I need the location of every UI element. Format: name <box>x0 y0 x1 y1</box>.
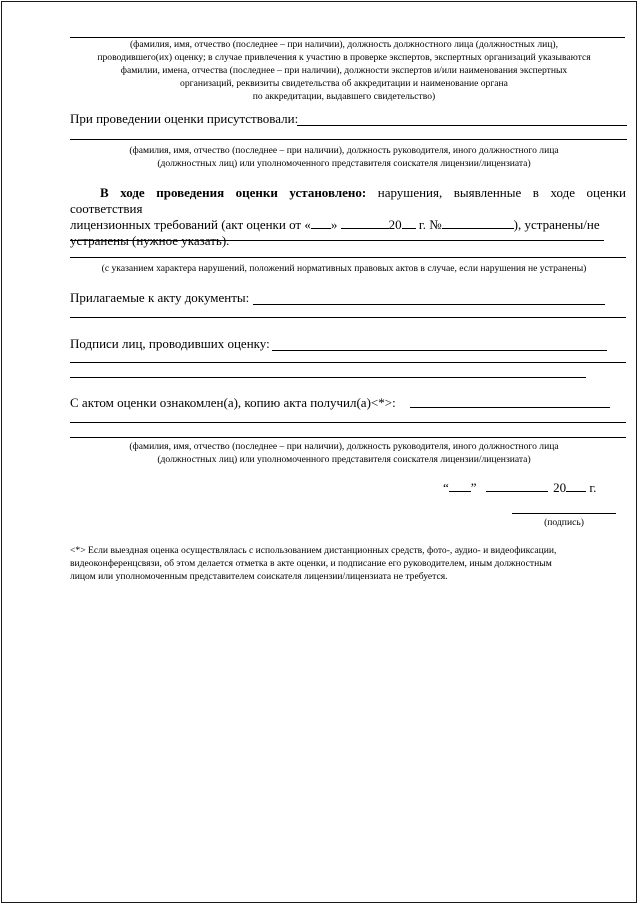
acquainted-field-line-2[interactable] <box>70 422 626 423</box>
signatures-field-line[interactable] <box>272 350 607 351</box>
findings-text-2e: ), устранены/не <box>513 217 600 232</box>
findings-line-1 <box>70 185 626 217</box>
acquainted-field-line[interactable] <box>410 407 610 408</box>
date-row <box>443 480 596 496</box>
findings-line-2 <box>70 217 626 233</box>
findings-bold-lead: В ходе проведения оценки установлено: <box>100 185 367 200</box>
findings-year-field[interactable] <box>402 228 416 229</box>
findings-text-1: нарушения, выявленные в ходе оценки соответствия <box>70 185 626 216</box>
findings-text-2d: г. № <box>415 217 442 232</box>
footnote-line: <*> Если выездная оценка осуществлялась с использованием дистанционных средств, фото-, аудио- и видеофиксации, <box>70 545 557 556</box>
acquainted-field-line-3[interactable] <box>70 437 626 438</box>
date-year-field[interactable] <box>566 491 586 492</box>
date-year: 20 <box>553 480 567 495</box>
signatures-field-line-2[interactable] <box>70 362 626 363</box>
date-open-quote: “ <box>443 480 449 495</box>
acquainted-caption-line: (фамилия, имя, отчество (последнее – при наличии), должность руководителя, иного должностного лица <box>129 441 559 452</box>
present-label: При проведении оценки присутствовали: <box>70 111 299 126</box>
inspector-caption-line: фамилии, имена, отчества (последнее – при наличии), должности экспертов и/или наименования экспертных <box>120 65 568 76</box>
inspector-caption-line: проводившего(их) оценку; в случае привлечения к участию в проверке экспертов, экспертных организаций указываются <box>97 52 591 63</box>
present-caption <box>60 144 628 170</box>
footnote-line: лицом или уполномоченным представителем соискателя лицензии/лицензиата не требуется. <box>70 571 448 582</box>
footnote <box>70 544 626 583</box>
findings-text-2a: лицензионных требований (акт оценки от « <box>70 217 311 232</box>
signature-caption: (подпись) <box>544 517 584 528</box>
findings-day-field[interactable] <box>311 228 331 229</box>
present-field-line-2[interactable] <box>70 139 627 140</box>
findings-number-field[interactable] <box>442 228 514 229</box>
date-suffix: г. <box>589 480 597 495</box>
attached-field-line-2[interactable] <box>70 317 626 318</box>
footnote-line: видеоконференцсвязи, об этом делается отметка в акте оценки, и подписание его руководителем, иным должностным <box>70 558 552 569</box>
inspector-caption-line: (фамилия, имя, отчество (последнее – при наличии), должность должностного лица (должностных лиц), <box>129 39 559 50</box>
inspector-caption <box>60 38 628 103</box>
findings-text-2c: 20 <box>388 217 402 232</box>
signatures-field-line-3[interactable] <box>70 377 586 378</box>
present-caption-line: (фамилия, имя, отчество (последнее – при наличии), должность руководителя, иного должностного лица <box>129 145 559 156</box>
findings-field-line-1[interactable] <box>70 240 604 241</box>
attached-label: Прилагаемые к акту документы: <box>70 290 250 305</box>
inspector-caption-line: по аккредитации, выдавшего свидетельство) <box>252 91 436 102</box>
present-caption-line: (должностных лиц) или уполномоченного представителя соискателя лицензии/лицензиата) <box>157 158 531 169</box>
date-close-quote: ” <box>470 480 477 495</box>
acquainted-caption-line: (должностных лиц) или уполномоченного представителя соискателя лицензии/лицензиата) <box>157 454 531 465</box>
findings-line-3: устранены (нужное указать). <box>70 233 230 248</box>
violations-caption: (с указанием характера нарушений, положений нормативных правовых актов в случае, если нарушения не устранены) <box>101 263 587 274</box>
attached-field-line[interactable] <box>253 304 605 305</box>
signature-field-line[interactable] <box>512 513 616 514</box>
signatures-label: Подписи лиц, проводивших оценку: <box>70 336 270 351</box>
inspector-caption-line: организаций, реквизиты свидетельства об аккредитации и наименование органа <box>180 78 508 89</box>
present-field-line[interactable] <box>297 125 627 126</box>
date-month-field[interactable] <box>486 491 548 492</box>
findings-field-line-2[interactable] <box>70 257 626 258</box>
acquainted-label: С актом оценки ознакомлен(а), копию акта получил(а)<*>: <box>70 395 396 410</box>
date-day-field[interactable] <box>449 491 471 492</box>
findings-month-field[interactable] <box>341 228 389 229</box>
acquainted-caption <box>60 440 628 466</box>
findings-text-2b: » <box>330 217 338 232</box>
